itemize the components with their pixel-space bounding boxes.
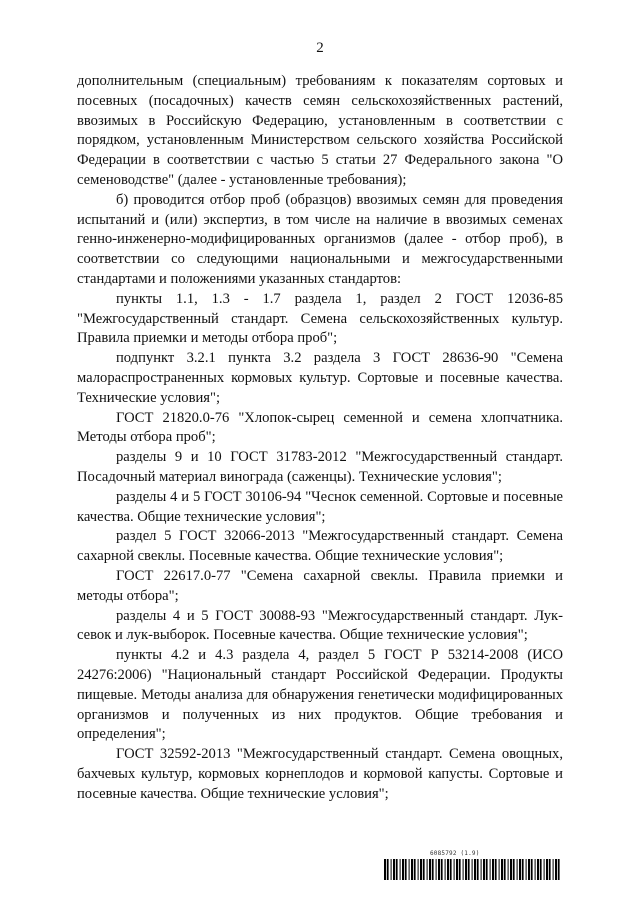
paragraph-gost-30106: разделы 4 и 5 ГОСТ 30106-94 "Чеснок семенной. Сортовые и посевные качества. Общие технические условия"; [77, 488, 563, 525]
paragraph-gost-32592: ГОСТ 32592-2013 "Межгосударственный стандарт. Семена овощных, бахчевых культур, кормовых корнеплодов и кормовой капусты. Сортовые и посевные качества. Общие технические условия"; [77, 746, 563, 802]
paragraph-gost-12036: пункты 1.1, 1.3 - 1.7 раздела 1, раздел 2 ГОСТ 12036-85 "Межгосударственный стандарт. Семена сельскохозяйственных культур. Правила приемки и методы отбора проб"; [77, 290, 563, 347]
paragraph-gost-32066: раздел 5 ГОСТ 32066-2013 "Межгосударственный стандарт. Семена сахарной свеклы. Посевные качества. Общие технические условия"; [77, 528, 563, 565]
paragraph-gost-28636: подпункт 3.2.1 пункта 3.2 раздела 3 ГОСТ 28636-90 "Семена малораспространенных кормовых культур. Сортовые и посевные качества. Технические условия"; [77, 350, 563, 406]
paragraph-gost-31783: разделы 9 и 10 ГОСТ 31783-2012 "Межгосударственный стандарт. Посадочный материал винограда (саженцы). Технические условия"; [77, 449, 563, 485]
document-barcode [384, 850, 564, 880]
paragraph-gost-21820: ГОСТ 21820.0-76 "Хлопок-сырец семенной и семена хлопчатника. Методы отбора проб"; [77, 409, 563, 446]
paragraph-gost-30088: разделы 4 и 5 ГОСТ 30088-93 "Межгосударственный стандарт. Лук-севок и лук-выборок. Посевные качества. Общие технические условия"; [77, 607, 563, 644]
barcode-icon [384, 859, 562, 880]
page-number: 2 [316, 40, 324, 56]
document-body [77, 72, 563, 804]
paragraph-item-b: б) проводится отбор проб (образцов) ввозимых семян для проведения испытаний и (или) экспертиз, в том числе на наличие в ввозимых семенах генно-инженерно-модифицированных организмов (далее - отбор проб), в соответствии со следующими национальными и межгосударственными стандартами и положениями указанных стандартов: [77, 191, 563, 287]
paragraph-gost-22617: ГОСТ 22617.0-77 "Семена сахарной свеклы. Правила приемки и методы отбора"; [77, 567, 563, 604]
barcode-caption: 6085792 (1.9) [430, 850, 480, 857]
paragraph-continuation: дополнительным (специальным) требованиям к показателям сортовых и посевных (посадочных) качеств семян сельскохозяйственных растений, ввозимых в Российскую Федерацию, установленным в соответствии с порядком, установленным Министерством сельского хозяйства Российской Федерации в соответствии с частью 5 статьи 27 Федерального закона "О семеноводстве" (далее - установленные требования); [77, 73, 563, 188]
paragraph-gost-r-53214: пункты 4.2 и 4.3 раздела 4, раздел 5 ГОСТ Р 53214-2008 (ИСО 24276:2006) "Национальный стандарт Российской Федерации. Продукты пищевые. Методы анализа для обнаружения генетически модифицированных организмов и полученных из них продуктов. Общие требования и определения"; [77, 647, 563, 743]
